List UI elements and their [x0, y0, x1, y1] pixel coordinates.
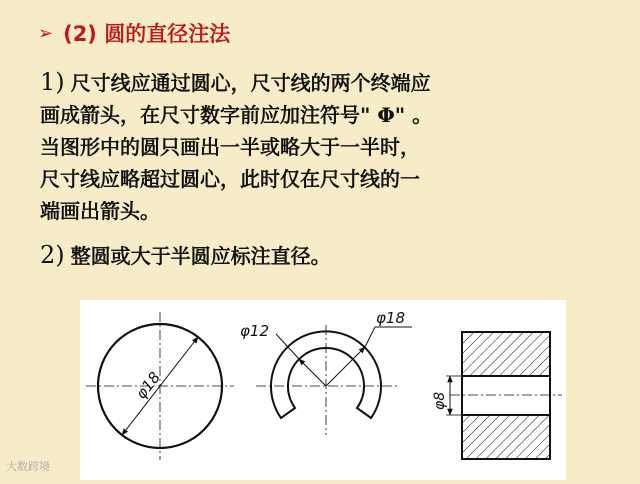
- watermark: 大数跨境: [6, 460, 50, 473]
- cylinder-top-hatch: [462, 332, 550, 376]
- section-heading-text: (2) 圆的直径注法: [63, 22, 231, 46]
- cylinder-dim-label: φ8: [432, 391, 448, 410]
- arrow-bullet-icon: ➢: [38, 22, 54, 44]
- partial-ring-view: [240, 309, 412, 435]
- item-1-line-4: 尺寸线应略超过圆心，此时仅在尺寸线的一: [40, 167, 420, 191]
- technical-drawing: [80, 300, 566, 480]
- ring-outer-dim-label: φ18: [376, 309, 405, 327]
- cylinder-bottom-hatch: [462, 415, 550, 459]
- full-circle-dim-label: φ18: [131, 368, 164, 403]
- ring-inner-dim-label: φ12: [240, 322, 269, 340]
- item-2-line-1: 2) 整圆或大于半圆应标注直径。: [40, 241, 331, 269]
- item-1-line-2: 画成箭头，在尺寸数字前应加注符号" Φ" 。: [40, 103, 433, 127]
- item-1-line-5: 端画出箭头。: [40, 199, 160, 223]
- item-1-line-1: 1) 尺寸线应通过圆心，尺寸线的两个终端应: [40, 68, 431, 96]
- body-text: [40, 66, 610, 272]
- cylinder-bore: [462, 376, 550, 415]
- drawing-svg: [80, 300, 566, 480]
- section-heading: [38, 18, 230, 48]
- full-circle-view: [86, 312, 234, 460]
- item-1-number: 1): [40, 68, 65, 96]
- item-2-number: 2): [40, 241, 65, 269]
- ring-outer-leader: [365, 327, 375, 347]
- cylinder-section-view: [432, 332, 562, 459]
- item-1-line-3: 当图形中的圆只画出一半或略大于一半时，: [40, 135, 420, 159]
- ring-inner-dim-line: [299, 359, 326, 386]
